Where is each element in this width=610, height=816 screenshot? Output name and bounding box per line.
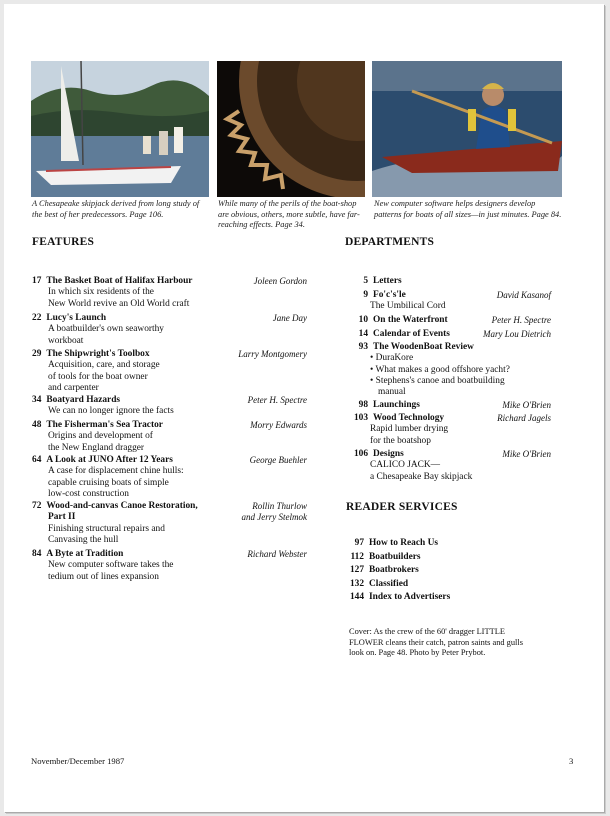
department-author: David Kasanof [496, 290, 551, 300]
reader-service-entry [346, 565, 419, 576]
feature-author: Rollin Thurlow [252, 501, 307, 511]
feature-description-line: tedium out of lines expansion [48, 571, 159, 582]
department-title-text: Fo'c's'le [373, 290, 406, 300]
department-entry [346, 400, 551, 411]
department-entry [346, 413, 551, 447]
department-entry [346, 329, 551, 340]
review-bullet-item: • Stephens's canoe and boatbuilding [370, 375, 505, 386]
feature-description-line: of tools for the boat owner [48, 371, 148, 382]
feature-entry [32, 313, 307, 347]
department-title-text: Calendar of Events [373, 329, 450, 339]
feature-entry [32, 420, 307, 454]
department-entry [346, 342, 551, 398]
feature-page-number: 22 [32, 313, 42, 323]
feature-description-line: In which six residents of the [48, 287, 154, 298]
reader-service-page-number: 97 [354, 538, 364, 548]
feature-description-line: Acquisition, care, and storage [48, 360, 160, 371]
feature-entry [32, 349, 307, 394]
department-page-number: 103 [353, 413, 368, 423]
reader-service-page-number: 132 [349, 579, 364, 589]
feature-title-text: The Fisherman's Sea Tractor [46, 420, 163, 430]
department-author: Mary Lou Dietrich [483, 329, 551, 339]
department-title-text: On the Waterfront [373, 315, 448, 325]
feature-description-line: We can no longer ignore the facts [48, 406, 174, 417]
department-page-number: 5 [363, 276, 368, 286]
reader-service-page-number: 144 [349, 592, 364, 602]
reader-service-page-number: 127 [349, 565, 364, 575]
department-entry [346, 276, 551, 287]
magazine-page [4, 4, 604, 812]
reader-service-page-number: 112 [350, 552, 364, 562]
reader-service-title-text: Classified [369, 579, 409, 589]
feature-page-number: 48 [32, 420, 42, 430]
feature-author: Richard Webster [247, 549, 307, 559]
feature-title-text: A Byte at Tradition [46, 549, 124, 559]
review-bullet-item: • What makes a good offshore yacht? [370, 364, 510, 375]
department-author: Peter H. Spectre [491, 315, 551, 325]
feature-description-line: New computer software takes the [48, 560, 174, 571]
feature-description-line: A case for displacement chine hulls: [48, 466, 184, 477]
department-title [346, 276, 551, 287]
feature-page-number: 84 [32, 549, 42, 559]
sawblade-caption: While many of the perils of the boat-shop are obvious, others, more subtle, have far-reaching effects. Page 34. [218, 199, 360, 229]
feature-title-text: Lucy's Launch [46, 313, 107, 323]
feature-description-line: Finishing structural repairs and [48, 523, 165, 534]
cover-note [349, 627, 539, 659]
department-title-text: Launchings [373, 400, 420, 410]
features-heading: FEATURES [32, 236, 95, 248]
reader-service-entry [346, 538, 438, 549]
skipjack-photo [31, 61, 209, 197]
department-entry [346, 315, 551, 326]
department-title-text: Designs [373, 449, 404, 459]
department-page-number: 10 [358, 315, 368, 325]
canoe-photo [372, 61, 562, 197]
department-title-text: Letters [373, 276, 402, 286]
feature-page-number: 34 [32, 395, 42, 405]
feature-description-line: and carpenter [48, 382, 99, 393]
canoe-caption: New computer software helps designers develop patterns for boats of all sizes—in just minutes. Page 84. [374, 199, 562, 219]
department-title-text: Wood Technology [373, 413, 445, 423]
feature-entry [32, 455, 307, 500]
feature-title [32, 313, 307, 324]
feature-title-text: The Basket Boat of Halifax Harbour [46, 276, 193, 286]
feature-title-text: Wood-and-canvas Canoe Restoration, [46, 501, 198, 511]
department-description-line: The Umbilical Cord [370, 301, 446, 312]
feature-author: George Buehler [249, 455, 307, 465]
footer-date: November/December 1987 [31, 756, 125, 766]
reader-service-entry [346, 552, 421, 563]
feature-title-text: A Look at JUNO After 12 Years [46, 455, 173, 465]
feature-author: Larry Montgomery [238, 349, 307, 359]
feature-description-line: Origins and development of [48, 431, 153, 442]
feature-page-number: 64 [32, 455, 42, 465]
department-description-line: Rapid lumber drying [370, 424, 449, 435]
feature-page-number: 17 [32, 276, 42, 286]
feature-description-line: the New England dragger [48, 442, 145, 453]
department-page-number: 98 [358, 400, 368, 410]
department-author: Mike O'Brien [502, 400, 551, 410]
feature-author: Peter H. Spectre [247, 395, 307, 405]
department-page-number: 9 [363, 290, 368, 300]
cover-text: As the crew of the 60' dragger LITTLE FLOWER cleans their catch, patron saints and gulls look on. Page 48. Photo by Peter Prybot. [349, 627, 523, 658]
feature-entry [32, 501, 307, 546]
reader-service-title [346, 565, 419, 576]
department-page-number: 106 [353, 449, 368, 459]
feature-description-line: low-cost construction [48, 488, 129, 499]
feature-title-text: The Shipwright's Toolbox [46, 349, 150, 359]
sawblade-photo [217, 61, 365, 197]
reader-service-entry [346, 592, 450, 603]
feature-author-second: and Jerry Stelmok [241, 512, 307, 522]
feature-entry [32, 276, 307, 310]
reader-service-title [346, 579, 408, 590]
department-title [346, 342, 551, 353]
review-bullet-item: • DuraKore [370, 353, 414, 364]
feature-description-line: A boatbuilder's own seaworthy [48, 324, 164, 335]
reader-service-title-text: Boatbuilders [369, 552, 421, 562]
review-bullet-item: manual [378, 387, 406, 398]
feature-author: Morry Edwards [250, 420, 307, 430]
footer-page-number: 3 [569, 756, 574, 766]
feature-title-continued: Part II [48, 512, 76, 523]
cover-label: Cover: [349, 627, 372, 636]
reader-service-title-text: Boatbrokers [369, 565, 419, 575]
feature-page-number: 29 [32, 349, 42, 359]
reader-services-heading: READER SERVICES [346, 501, 458, 513]
department-author: Richard Jagels [497, 413, 551, 423]
feature-description-line: New World revive an Old World craft [48, 298, 190, 309]
feature-description-line: workboat [48, 335, 84, 346]
department-title-text: The WoodenBoat Review [373, 342, 474, 352]
feature-author: Joleen Gordon [253, 276, 307, 286]
reader-service-entry [346, 579, 408, 590]
feature-description-line: Canvasing the hull [48, 534, 119, 545]
feature-description-line: capable cruising boats of simple [48, 477, 169, 488]
departments-heading: DEPARTMENTS [345, 236, 435, 248]
department-entry [346, 449, 551, 483]
reader-service-title-text: Index to Advertisers [369, 592, 451, 602]
department-description-line: CALICO JACK— [370, 460, 441, 471]
department-page-number: 14 [358, 329, 368, 339]
feature-entry [32, 395, 307, 418]
reader-service-title [346, 592, 450, 603]
feature-title-text: Boatyard Hazards [46, 395, 121, 405]
reader-service-title-text: How to Reach Us [369, 538, 439, 548]
feature-page-number: 72 [32, 501, 42, 511]
reader-service-title [346, 552, 421, 563]
department-page-number: 93 [358, 342, 368, 352]
department-entry [346, 290, 551, 313]
reader-service-title [346, 538, 438, 549]
feature-author: Jane Day [272, 313, 307, 323]
department-description-line: a Chesapeake Bay skipjack [370, 471, 473, 482]
department-description-line: for the boatshop [370, 435, 431, 446]
skipjack-caption: A Chesapeake skipjack derived from long study of the best of her predecessors. Page 106. [32, 199, 200, 219]
feature-entry [32, 549, 307, 583]
department-author: Mike O'Brien [502, 449, 551, 459]
